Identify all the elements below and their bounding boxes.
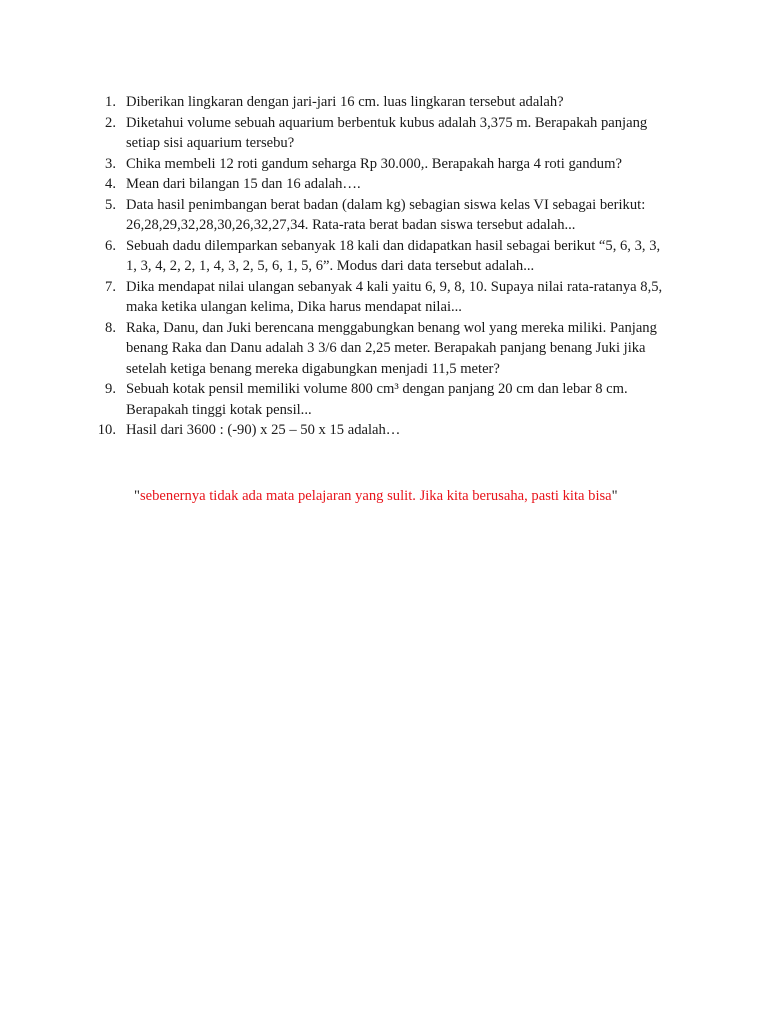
- question-number: 8.: [105, 319, 116, 336]
- question-text: Sebuah dadu dilemparkan sebanyak 18 kali dan didapatkan hasil sebagai berikut “5, 6, 3, 3, 1, 3, 4, 2, 2, 1, 4, 3, 2, 5, 6, 1, 5, 6”. Modus dari data tersebut adalah...: [126, 237, 661, 274]
- question-number: 9.: [105, 381, 116, 397]
- question-number: 10.: [97, 422, 116, 438]
- question-item: [0, 195, 768, 236]
- question-item: [0, 277, 768, 318]
- question-text: Diketahui volume sebuah aquarium berbentuk kubus adalah 3,375 m. Berapakah panjang setiap sisi aquarium tersebu?: [126, 114, 648, 151]
- motivational-quote: [134, 486, 694, 506]
- question-text: Diberikan lingkaran dengan jari-jari 16 cm. luas lingkaran tersebut adalah?: [126, 94, 564, 110]
- question-number: 5.: [105, 196, 116, 213]
- question-text: Hasil dari 3600 : (-90) x 25 – 50 x 15 adalah…: [126, 422, 401, 438]
- question-item: [0, 236, 768, 277]
- question-number: 2.: [105, 114, 116, 131]
- question-item: [0, 379, 768, 420]
- question-item: [0, 174, 768, 195]
- question-text: Chika membeli 12 roti gandum seharga Rp 30.000,. Berapakah harga 4 roti gandum?: [126, 155, 622, 172]
- question-item: [0, 154, 768, 175]
- question-number: 7.: [105, 278, 116, 295]
- question-text: Raka, Danu, dan Juki berencana menggabungkan benang wol yang mereka miliki. Panjang benang Raka dan Danu adalah 3 3/6 dan 2,25 meter. Berapakah panjang benang Juki jika setelah ketiga benang mereka digabungkan menjadi 11,5 meter?: [126, 319, 657, 377]
- quote-open-mark: ": [134, 488, 140, 504]
- quote-close-mark: ": [611, 488, 618, 504]
- question-number: 3.: [105, 155, 116, 172]
- question-text: Sebuah kotak pensil memiliki volume 800 cm³ dengan panjang 20 cm dan lebar 8 cm. Berapakah tinggi kotak pensil...: [126, 381, 628, 418]
- question-item: [0, 318, 768, 380]
- question-number: 1.: [105, 94, 116, 110]
- question-number: 4.: [105, 176, 116, 192]
- question-number: 6.: [105, 237, 116, 254]
- quote-text: sebenernya tidak ada mata pelajaran yang sulit. Jika kita berusaha, pasti kita bisa: [139, 488, 612, 504]
- question-item: [0, 113, 768, 154]
- question-text: Mean dari bilangan 15 dan 16 adalah….: [126, 176, 361, 192]
- question-text: Data hasil penimbangan berat badan (dalam kg) sebagian siswa kelas VI sebagai berikut: 26,28,29,32,28,30,26,32,27,34. Rata-rata berat badan siswa tersebut adalah...: [126, 196, 646, 233]
- question-item: [0, 92, 768, 113]
- question-text: Dika mendapat nilai ulangan sebanyak 4 kali yaitu 6, 9, 8, 10. Supaya nilai rata-ratanya 8,5, maka ketika ulangan kelima, Dika harus mendapat nilai...: [126, 278, 663, 315]
- question-list: [0, 92, 768, 441]
- question-item: [0, 420, 768, 441]
